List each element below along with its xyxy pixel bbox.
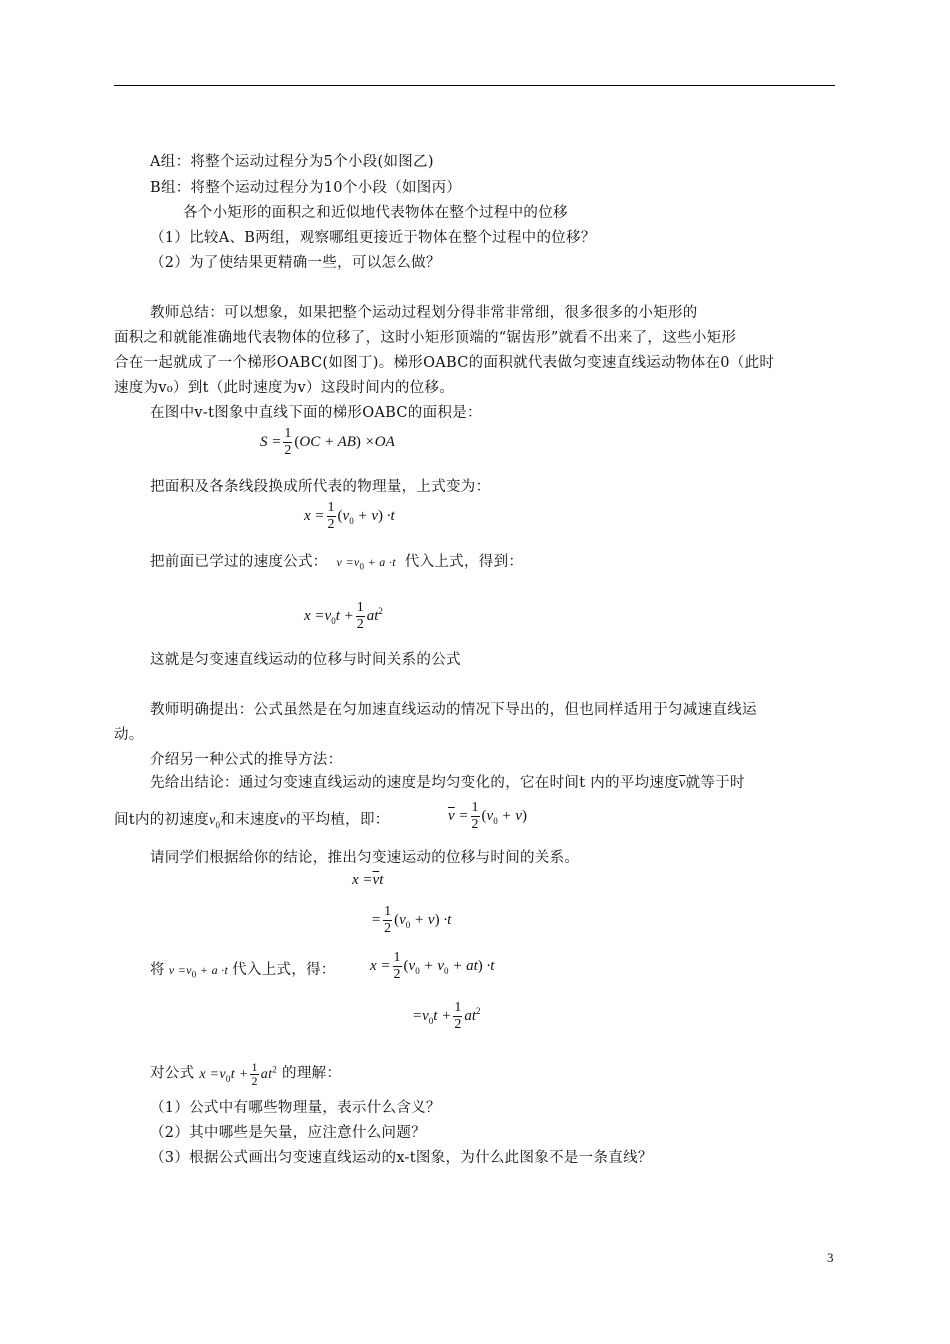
derive-instruction-line: 请同学们根据给你的结论，推出匀变速运动的位移与时间的关系。 — [150, 850, 580, 866]
substitute-line — [150, 960, 336, 984]
teacher-summary-line-1: 教师总结：可以想象，如果把整个运动过程划分得非常非常细，很多很多的小矩形的 — [150, 305, 698, 321]
conclusion-line-2 — [114, 810, 390, 835]
conclusion-line-1-prefix: 先给出结论：通过匀变速直线运动的速度是均匀变化的，它在时间t 内的平均速度 — [150, 775, 680, 791]
group-a-line: A组：将整个运动过程分为5个小段(如图乙) — [150, 154, 434, 170]
rectangle-area-line: 各个小矩形的面积之和近似地代表物体在整个过程中的位移 — [183, 205, 568, 221]
formula-trapezoid-area: S = $\frac{1}{2}$ (OC + AB) ×OA — [260, 426, 395, 458]
formula-displacement-inline: $x =v_0t$ + $\frac{1}{2}$ $at^2$ — [199, 1059, 278, 1088]
conclusion-line-1-suffix: 就等于时 — [685, 775, 745, 791]
formula-conclusion-line: 这就是匀变速直线运动的位移与时间关系的公式 — [150, 652, 461, 668]
substitute-suffix: 代入上式，得： — [232, 962, 336, 978]
page-number: 3 — [827, 1250, 834, 1265]
formula-avg-velocity: $\overline{v}$ = $\frac{1}{2}$ $(v_0 + v)$ — [448, 800, 527, 832]
teacher-clarify-line-2: 动。 — [114, 727, 144, 743]
velocity-formula-prefix: 把前面已学过的速度公式： — [150, 554, 328, 570]
conclusion-line-1 — [150, 773, 745, 794]
formula-x-final: $=v_0t$ + $\frac{1}{2}$ $at^2$ — [412, 1000, 481, 1032]
v-symbol: v — [279, 813, 286, 828]
formula-x-substituted: x = $\frac{1}{2}$ $(v_0 + v_0 + at) \cdot t$ — [370, 950, 495, 982]
teacher-summary-line-3: 合在一起就成了一个梯形OABC(如图丁)。梯形OABC的面积就代表做匀变速直线运动物体在0（此时 — [114, 355, 775, 371]
avg-velocity-symbol: $\overline{v}$ — [679, 776, 686, 791]
velocity-formula-line — [150, 552, 523, 576]
trapezoid-area-intro: 在图中v-t图象中直线下面的梯形OABC的面积是： — [150, 405, 482, 421]
formula-x-avg-velocity: x = $\frac{1}{2}$ $(v_0 + v) \cdot t$ — [304, 500, 395, 532]
teacher-summary-line-4: 速度为v₀）到t（此时速度为v）这段时间内的位移。 — [114, 380, 455, 396]
conclusion-line-2-part1: 间t内的初速度 — [114, 812, 209, 828]
formula-x-vbar-t: $x =\overline{v}t$ — [352, 872, 384, 888]
v0-symbol: $v_0$ — [208, 813, 221, 830]
formula-velocity-inline: $v =v_0 + a \cdot t$ — [336, 555, 396, 572]
formula-displacement: $x =v_0t$ + $\frac{1}{2}$ $at^2$ — [304, 600, 383, 632]
understanding-suffix: 的理解： — [282, 1065, 342, 1082]
understanding-q2: （2）其中哪些是矢量，应注意什么问题？ — [150, 1125, 426, 1141]
question-2: （2）为了使结果更精确一些，可以怎么做？ — [150, 255, 441, 271]
velocity-formula-suffix: 代入上式，得到： — [404, 554, 524, 570]
understanding-q3: （3）根据公式画出匀变速直线运动的x-t图象，为什么此图象不是一条直线？ — [150, 1150, 653, 1166]
header-rule — [114, 85, 835, 86]
understanding-prefix: 对公式 — [150, 1065, 195, 1082]
formula-x-half-sum: = $\frac{1}{2}$ $(v_0 + v) \cdot t$ — [371, 904, 452, 936]
conclusion-line-2-part3: 的平均植，即： — [285, 812, 390, 828]
teacher-summary-line-2: 面积之和就能准确地代表物体的位移了，这时小矩形顶端的“锯齿形”就看不出来了，这些小矩形 — [114, 330, 737, 346]
substitute-prefix: 将 — [150, 962, 165, 978]
teacher-clarify-line-1: 教师明确提出：公式虽然是在匀加速直线运动的情况下导出的，但也同样适用于匀减速直线运 — [150, 702, 757, 718]
understanding-q1: （1）公式中有哪些物理量，表示什么含义？ — [150, 1100, 441, 1116]
formula-velocity-inline-2: $v =v_0 + a \cdot t$ — [168, 963, 229, 980]
understanding-line — [150, 1059, 341, 1088]
substitute-quantities-line: 把面积及各条线段换成所代表的物理量，上式变为： — [150, 479, 491, 495]
another-method-line: 介绍另一种公式的推导方法： — [150, 752, 343, 768]
question-1: （1）比较A、B两组，观察哪组更接近于物体在整个过程中的位移？ — [150, 230, 596, 246]
group-b-line: B组：将整个运动过程分为10个小段（如图丙） — [150, 180, 462, 196]
conclusion-line-2-part2: 和末速度 — [220, 812, 280, 828]
